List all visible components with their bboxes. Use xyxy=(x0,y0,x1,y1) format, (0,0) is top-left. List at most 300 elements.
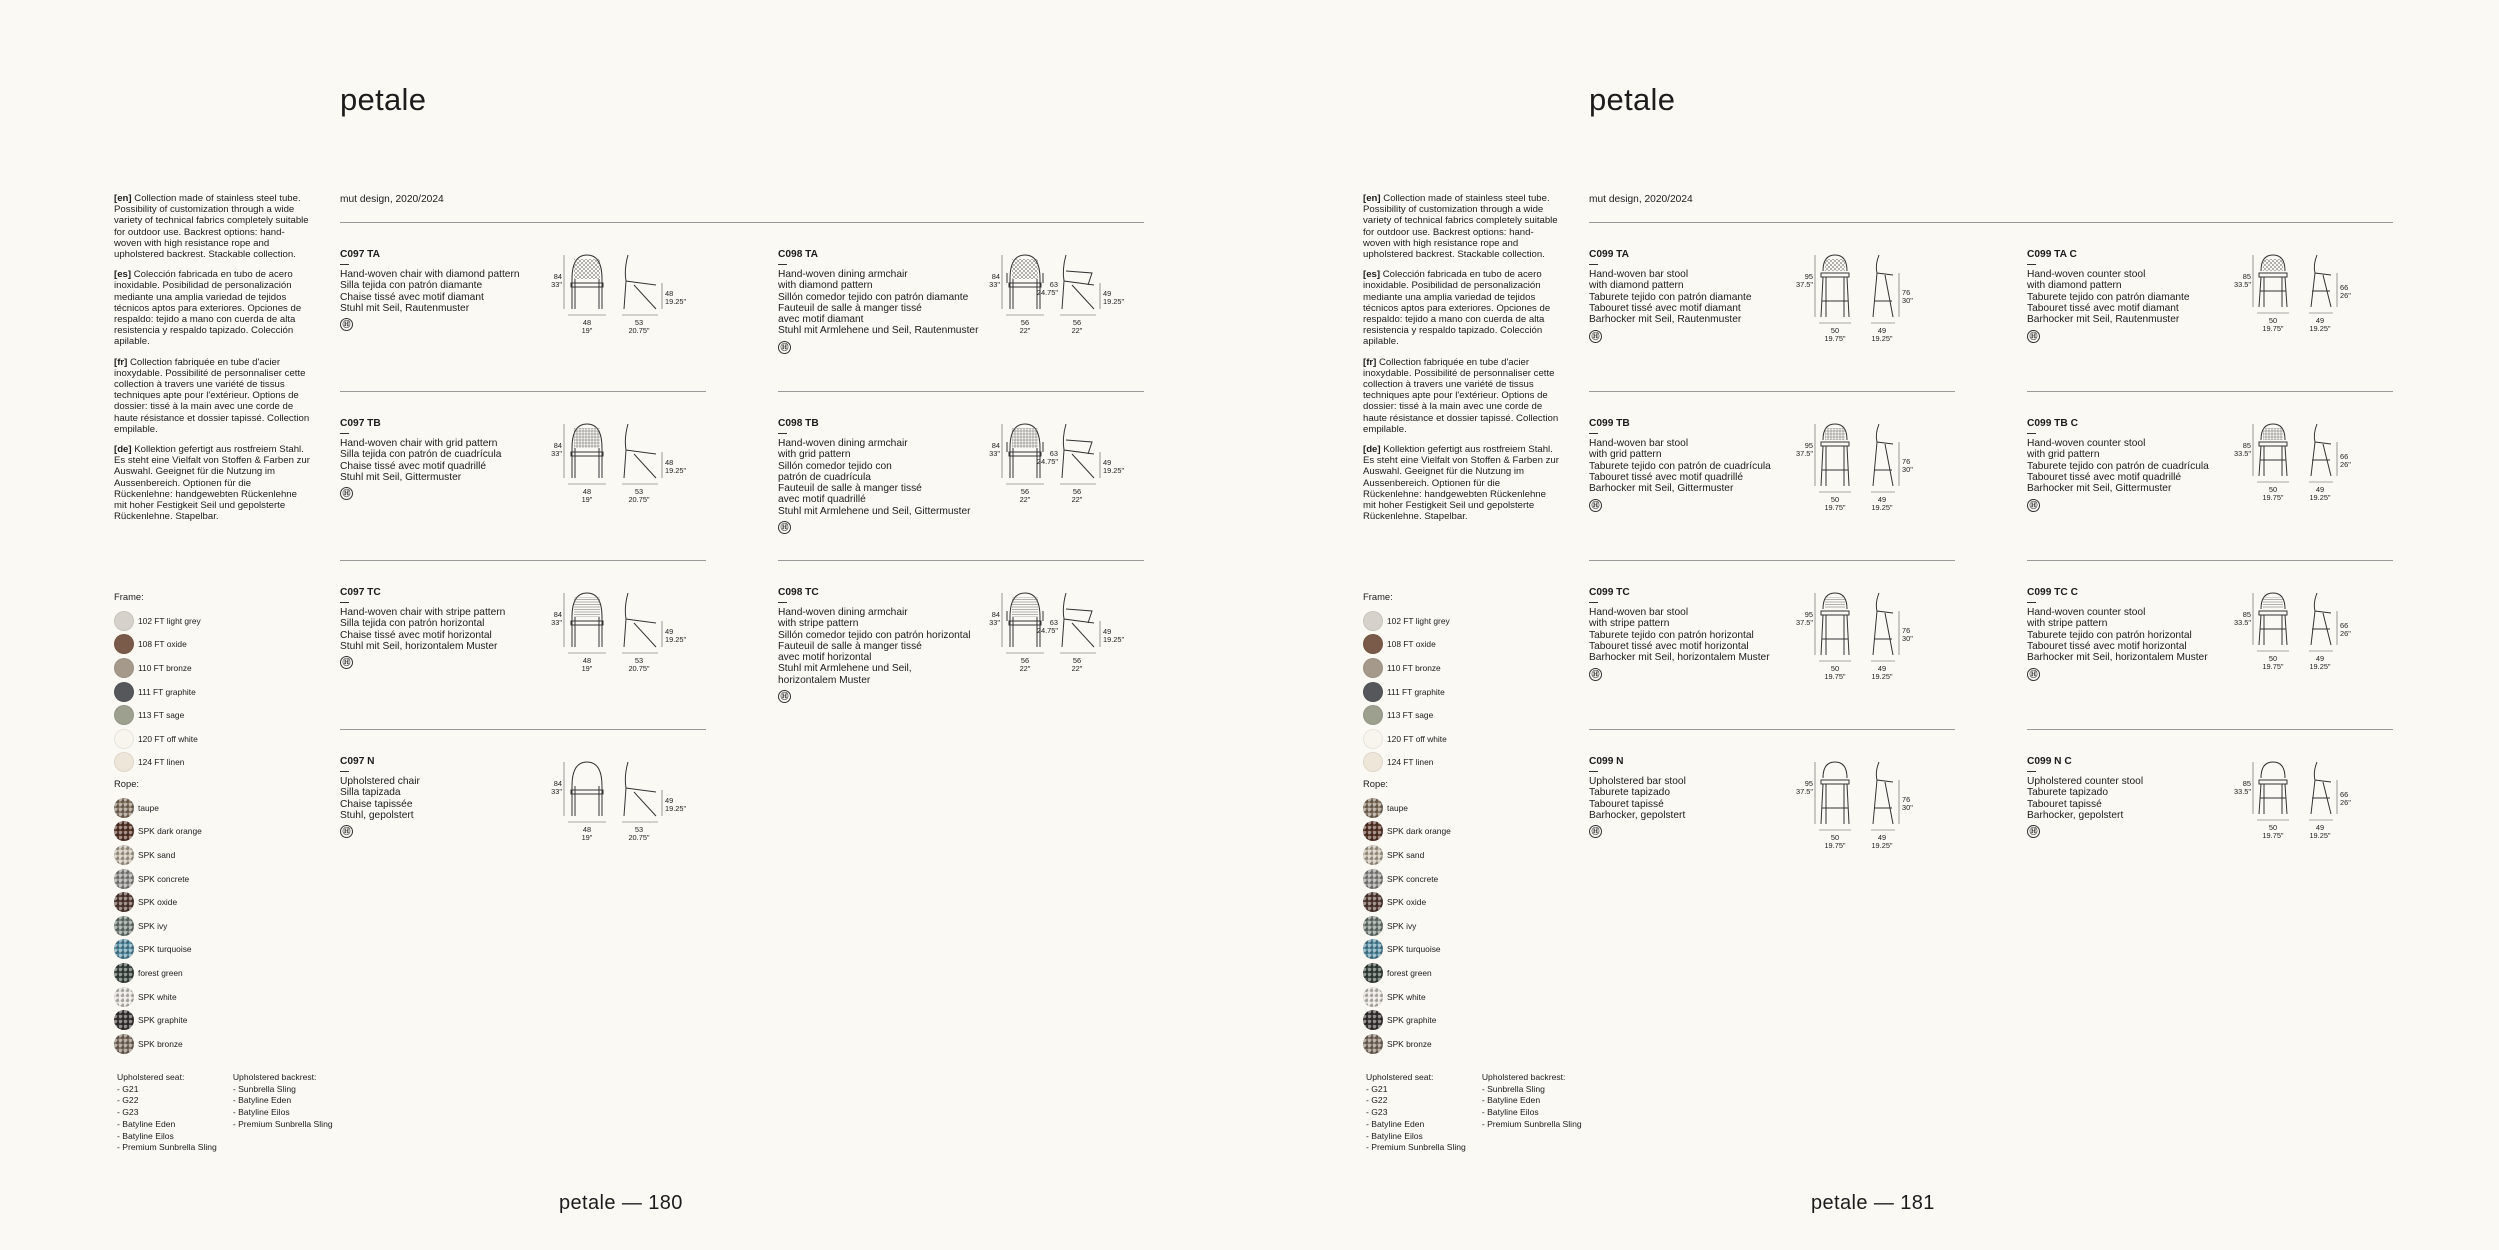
backrest-pattern xyxy=(574,428,600,448)
page-number: petale — 181 xyxy=(1811,1192,1935,1214)
seat-outline xyxy=(1009,452,1041,456)
description-line: Upholstered counter stool xyxy=(2027,776,2144,787)
description-line: Hand-woven bar stool xyxy=(1589,607,1689,618)
description-line: avec motif horizontal xyxy=(778,652,872,664)
dimension-label: 20.75" xyxy=(628,495,650,504)
product-drawing-box xyxy=(1795,420,1955,512)
description-line: avec motif diamant xyxy=(778,314,864,326)
language-tag: [de] xyxy=(114,444,132,456)
rope-swatch-label: SPK white xyxy=(138,991,177,1002)
dimension-label: 19.25" xyxy=(1103,466,1125,475)
dimension-label: 37.5" xyxy=(1795,787,1813,796)
dimension-label: 22" xyxy=(1019,495,1031,504)
upholstery-options xyxy=(1366,1072,1582,1154)
dimension-label: 19.25" xyxy=(1103,635,1125,644)
frame-swatch xyxy=(1363,609,1450,633)
frame-swatch xyxy=(1363,633,1450,657)
product-line-drawing xyxy=(1795,589,1955,681)
product-line-drawing xyxy=(551,758,706,848)
dimension-label: 24.75" xyxy=(1036,457,1058,466)
dimension-label: 19.25" xyxy=(1871,672,1893,681)
dimension-label: 30" xyxy=(1902,634,1913,643)
outdoor-icon: Ⓗ xyxy=(2027,499,2040,512)
product-description xyxy=(1589,269,1789,325)
language-tag: [fr] xyxy=(114,356,128,368)
frame-heading: Frame: xyxy=(114,591,144,602)
product-dash xyxy=(340,264,349,265)
product-line-drawing xyxy=(2233,758,2393,848)
product-description xyxy=(2027,776,2227,821)
dimension-label: 66 xyxy=(2340,452,2349,461)
description-line: avec motif quadrillé xyxy=(778,494,866,506)
pattern-line xyxy=(2287,259,2299,271)
description-line: Taburete tejido con patrón diamante xyxy=(2027,291,2190,303)
product-line-drawing xyxy=(1795,251,1955,343)
upholstered-backrest-item: - Batyline Eden xyxy=(232,1095,292,1106)
product-code: C099 N xyxy=(1589,756,1624,767)
frame-color-dot xyxy=(114,682,134,702)
product-drawing xyxy=(571,762,656,816)
frame-swatch xyxy=(114,727,201,751)
upholstered-seat-item: - Batyline Eilos xyxy=(117,1130,174,1141)
pattern-line xyxy=(1048,259,1068,279)
dimension-label: 56 xyxy=(1020,318,1030,327)
product-line-drawing xyxy=(989,251,1144,341)
dimension-label: 95 xyxy=(1804,272,1813,281)
page-title: petale xyxy=(340,82,427,117)
backrest-pattern xyxy=(574,597,600,617)
dimension-label: 19.75" xyxy=(2262,662,2284,671)
description-line: Upholstered chair xyxy=(340,776,420,787)
rope-swatch-label: SPK graphite xyxy=(1387,1015,1437,1026)
dimension-label: 19.25" xyxy=(665,804,687,813)
collection-description xyxy=(1363,193,1559,531)
pattern-line xyxy=(1861,259,1873,271)
upholstered-seat-item: - G23 xyxy=(117,1107,139,1118)
description-line: Fauteuil de salle à manger tissé xyxy=(778,640,922,652)
rope-swatch-label: SPK bronze xyxy=(138,1038,183,1049)
description-line: Tabouret tissé avec motif diamant xyxy=(2027,302,2179,314)
dimension-label: 19.25" xyxy=(2309,831,2331,840)
product-card xyxy=(778,560,1144,702)
dimension-label: 19.25" xyxy=(1103,297,1125,306)
product-description xyxy=(340,438,540,483)
frame-color-dot xyxy=(1363,634,1383,654)
product-drawing-box xyxy=(989,420,1144,510)
side-profile xyxy=(1873,593,1893,655)
description-line: Hand-woven bar stool xyxy=(1589,438,1689,449)
frame-swatch xyxy=(114,656,201,680)
frame-finishes xyxy=(1363,591,1450,774)
product-drawing-box xyxy=(551,758,706,848)
description-fr xyxy=(1363,357,1559,435)
product-drawing xyxy=(1821,424,1893,486)
dimension-label: 26" xyxy=(2340,460,2351,469)
outdoor-icon: Ⓗ xyxy=(1589,668,1602,681)
front-leg xyxy=(1821,446,1823,486)
pattern-line xyxy=(2287,259,2299,271)
upholstered-seat-column xyxy=(1366,1072,1466,1154)
upholstered-seat-column xyxy=(117,1072,217,1154)
description-line: Silla tejida con patrón de cuadrícula xyxy=(340,449,502,461)
product-code: C098 TA xyxy=(778,249,819,260)
side-profile xyxy=(2311,424,2331,476)
frame-color-dot xyxy=(114,752,134,772)
frame-swatch-label: 120 FT off white xyxy=(1387,733,1447,744)
seat-outline xyxy=(571,621,603,625)
left-page xyxy=(0,0,1249,1250)
description-line: Barhocker, gepolstert xyxy=(1589,809,1686,821)
product-description xyxy=(1589,776,1789,821)
description-line: Taburete tapizado xyxy=(2027,787,2108,799)
rope-swatch xyxy=(114,938,202,962)
dimension-label: 50 xyxy=(1830,326,1840,335)
rope-swatch-label: SPK sand xyxy=(138,849,176,860)
product-drawing-box xyxy=(1795,251,1955,343)
dimension-label: 48 xyxy=(582,318,592,327)
product-card xyxy=(1589,222,1955,342)
description-text: Colección fabricada en tubo de acero inoxidable. Posibilidad de personalización mediante una amplia variedad de tejidos técnicos aptos para exteriores. Opciones de respaldo: tejido a mano con cuerda de alta resistencia y respaldo tapizado. Colección apilable. xyxy=(1363,269,1551,348)
dimension-label: 49 xyxy=(1877,326,1887,335)
backrest-outline xyxy=(2261,424,2285,440)
dimension-label: 49 xyxy=(2315,316,2325,325)
frame-swatch-label: 108 FT oxide xyxy=(138,639,187,650)
outdoor-icon: Ⓗ xyxy=(340,487,353,500)
upholstered-backrest-item: - Batyline Eilos xyxy=(232,1107,290,1118)
dimension-label: 19.75" xyxy=(2262,324,2284,333)
rope-swatch xyxy=(114,820,202,844)
product-drawing xyxy=(1821,762,1893,824)
product-line-drawing xyxy=(1795,420,1955,512)
product-drawing-box xyxy=(989,251,1144,341)
rope-color-dot xyxy=(114,963,134,983)
rope-color-dot xyxy=(1363,1010,1383,1030)
dimension-label: 63 xyxy=(1049,449,1058,458)
designer-credit: mut design, 2020/2024 xyxy=(1589,194,1693,205)
rope-finishes xyxy=(1363,778,1451,1056)
rope-swatch-label: SPK turquoise xyxy=(138,944,192,955)
front-leg xyxy=(1821,784,1823,824)
description-line: Hand-woven counter stool xyxy=(2027,438,2146,449)
product-dash xyxy=(1589,602,1598,603)
description-line: with grid pattern xyxy=(778,449,851,461)
seat-outline xyxy=(571,790,603,794)
description-line: Tabouret tissé avec motif horizontal xyxy=(1589,640,1749,652)
dimension-label: 33" xyxy=(989,449,1000,458)
description-line: patrón de cuadrícula xyxy=(778,471,871,483)
backrest-outline xyxy=(572,424,602,448)
backrest-pattern xyxy=(992,259,1068,279)
rope-color-dot xyxy=(1363,798,1383,818)
rope-swatch xyxy=(1363,938,1451,962)
upholstered-backrest-item: - Batyline Eilos xyxy=(1481,1107,1539,1118)
description-fr xyxy=(114,357,310,435)
collection-description xyxy=(114,193,310,531)
backrest-outline xyxy=(1823,424,1847,440)
frame-color-dot xyxy=(114,611,134,631)
product-dash xyxy=(2027,264,2036,265)
pattern-line xyxy=(1048,259,1068,279)
rope-color-dot xyxy=(1363,987,1383,1007)
frame-swatch-label: 110 FT bronze xyxy=(138,662,192,673)
language-tag: [fr] xyxy=(1363,356,1377,368)
description-line: Taburete tejido con patrón de cuadrícula xyxy=(2027,460,2209,472)
dimension-label: 49 xyxy=(1103,458,1112,467)
pattern-line xyxy=(2295,259,2307,271)
description-line: Hand-woven dining armchair xyxy=(778,438,908,449)
product-description xyxy=(1589,438,1789,494)
seat-outline xyxy=(1009,621,1041,625)
frame-swatch-label: 110 FT bronze xyxy=(1387,662,1441,673)
language-tag: [es] xyxy=(1363,269,1381,281)
product-description xyxy=(340,776,540,821)
product-drawing xyxy=(2259,424,2331,476)
dimension-label: 63 xyxy=(1049,280,1058,289)
frame-color-dot xyxy=(1363,729,1383,749)
description-text: Collection made of stainless steel tube. Possibility of customization through a wide variety of technical fabrics completely suitable for outdoor use. Backrest options: hand-woven with high resistance rope and upholstered backrest. Stackable collection. xyxy=(1363,193,1558,261)
dimension-label: 76 xyxy=(1902,626,1911,635)
backrest-pattern xyxy=(1825,597,1845,607)
rope-swatch-label: taupe xyxy=(138,802,159,813)
dimension-label: 76 xyxy=(1902,457,1911,466)
description-es xyxy=(1363,269,1559,347)
description-line: Tabouret tissé avec motif horizontal xyxy=(2027,640,2187,652)
upholstered-backrest-item: - Sunbrella Sling xyxy=(1481,1083,1545,1094)
upholstered-backrest-column xyxy=(233,1072,333,1154)
description-en xyxy=(114,193,310,260)
backrest-outline xyxy=(1010,424,1040,448)
upholstered-seat-item: - Batyline Eden xyxy=(117,1118,176,1129)
page-title: petale xyxy=(1589,82,1676,117)
product-dash xyxy=(340,771,349,772)
description-text: Collection fabriquée en tube d'acier inoxydable. Possibilité de personnaliser cette collection à travers une variété de tissus techniques apte pour l'extérieur. Options de dossier: tissé à la main avec une corde de haute résistance et dossier tapissé. Collection empilable. xyxy=(1363,356,1559,435)
dimension-label: 49 xyxy=(1877,833,1887,842)
product-card xyxy=(340,222,706,342)
pattern-line xyxy=(1044,259,1064,279)
pattern-line xyxy=(602,259,622,279)
front-leg xyxy=(1847,277,1849,317)
dimension-label: 50 xyxy=(2268,316,2278,325)
backrest-outline xyxy=(572,593,602,617)
pattern-line xyxy=(2291,259,2303,271)
product-card xyxy=(2027,391,2393,511)
dimension-label: 19.75" xyxy=(2262,493,2284,502)
product-code: C097 TB xyxy=(340,418,381,429)
description-line: horizontalem Muster xyxy=(778,674,871,686)
dimension-label: 19.75" xyxy=(2262,831,2284,840)
description-line: Stuhl mit Seil, Gittermuster xyxy=(340,471,462,483)
description-line: Tabouret tissé avec motif quadrillé xyxy=(2027,471,2182,483)
product-line-drawing xyxy=(2233,251,2393,341)
product-drawing xyxy=(2259,593,2331,645)
frame-swatch-label: 102 FT light grey xyxy=(138,615,201,626)
description-line: with diamond pattern xyxy=(778,280,873,292)
description-line: Barhocker mit Seil, Rautenmuster xyxy=(2027,314,2180,326)
product-card xyxy=(340,391,706,511)
rope-swatch-label: SPK ivy xyxy=(138,920,168,931)
upholstered-seat-item: - Batyline Eden xyxy=(1366,1118,1425,1129)
upholstered-seat-item: - G22 xyxy=(1366,1095,1388,1106)
seat-outline xyxy=(1821,442,1849,446)
upholstered-backrest-item: - Sunbrella Sling xyxy=(232,1083,296,1094)
dimension-label: 20.75" xyxy=(628,326,650,335)
dimension-label: 84 xyxy=(991,272,1000,281)
seat-outline xyxy=(571,283,603,287)
outdoor-icon: Ⓗ xyxy=(2027,668,2040,681)
front-leg xyxy=(1847,615,1849,655)
dimension-label: 30" xyxy=(1902,296,1913,305)
dimension-label: 19" xyxy=(581,495,593,504)
dimension-label: 50 xyxy=(2268,654,2278,663)
dimension-label: 26" xyxy=(2340,798,2351,807)
dimension-label: 26" xyxy=(2340,291,2351,300)
product-card xyxy=(778,391,1144,533)
description-line: Sillón comedor tejido con xyxy=(778,460,892,472)
dimension-label: 33" xyxy=(989,618,1000,627)
description-line: Stuhl mit Seil, horizontalem Muster xyxy=(340,640,498,652)
description-line: Hand-woven counter stool xyxy=(2027,269,2146,280)
dimension-label: 19" xyxy=(581,833,593,842)
frame-swatch-label: 113 FT sage xyxy=(138,710,185,721)
dimension-label: 19" xyxy=(581,664,593,673)
dimension-label: 37.5" xyxy=(1795,449,1813,458)
description-line: Barhocker mit Seil, Gittermuster xyxy=(2027,483,2172,495)
dimension-label: 95 xyxy=(1804,779,1813,788)
side-profile xyxy=(1873,424,1893,486)
product-drawing-box xyxy=(989,589,1144,679)
dimension-label: 49 xyxy=(1103,627,1112,636)
dimension-label: 24.75" xyxy=(1036,288,1058,297)
product-code: C099 TC C xyxy=(2027,587,2078,598)
backrest-outline xyxy=(1010,593,1040,617)
description-line: Fauteuil de salle à manger tissé xyxy=(778,302,922,314)
frame-swatch xyxy=(1363,727,1450,751)
dimension-label: 49 xyxy=(665,796,674,805)
rope-swatch xyxy=(1363,914,1451,938)
rope-swatch-label: SPK ivy xyxy=(1387,920,1417,931)
description-line: Barhocker mit Seil, horizontalem Muster xyxy=(1589,652,1770,664)
dimension-label: 76 xyxy=(1902,288,1911,297)
description-line: Barhocker mit Seil, horizontalem Muster xyxy=(2027,652,2208,664)
product-drawing-box xyxy=(2233,420,2393,510)
rope-swatch xyxy=(1363,843,1451,867)
language-tag: [de] xyxy=(1363,444,1381,456)
product-card xyxy=(778,222,1144,352)
upholstered-seat-item: - G23 xyxy=(1366,1107,1388,1118)
product-card xyxy=(1589,729,1955,849)
description-line: Sillón comedor tejido con patrón horizontal xyxy=(778,629,971,641)
dimension-label: 49 xyxy=(2315,485,2325,494)
seat-outline xyxy=(1009,283,1041,287)
product-card xyxy=(1589,560,1955,680)
product-drawing xyxy=(1805,255,1893,317)
description-line: with diamond pattern xyxy=(1589,280,1684,292)
dimension-label: 56 xyxy=(1020,487,1030,496)
dimension-label: 48 xyxy=(665,458,674,467)
rope-color-dot xyxy=(114,798,134,818)
dimension-label: 19.75" xyxy=(1824,841,1846,850)
language-tag: [en] xyxy=(114,193,132,204)
description-text: Collection made of stainless steel tube. Possibility of customization through a wide variety of technical fabrics completely suitable for outdoor use. Backrest options: hand-woven with high resistance rope and upholstered backrest. Stackable collection. xyxy=(114,193,309,261)
backrest-pattern xyxy=(2263,597,2283,607)
rope-heading: Rope: xyxy=(1363,778,1389,789)
dimension-label: 66 xyxy=(2340,283,2349,292)
product-line-drawing xyxy=(2233,589,2393,679)
rope-swatch xyxy=(114,1032,202,1056)
product-drawing xyxy=(571,424,656,478)
product-card xyxy=(2027,222,2393,342)
dimension-label: 85 xyxy=(2242,272,2251,281)
product-code: C097 TC xyxy=(340,587,381,598)
rope-swatch-label: SPK graphite xyxy=(138,1015,188,1026)
product-card xyxy=(2027,729,2393,849)
front-leg xyxy=(1821,277,1823,317)
product-dash xyxy=(1589,264,1598,265)
pattern-line xyxy=(1857,259,1869,271)
side-profile xyxy=(2311,255,2331,307)
frame-swatch-label: 113 FT sage xyxy=(1387,710,1434,721)
dimension-label: 48 xyxy=(582,825,592,834)
rope-swatch xyxy=(114,890,202,914)
description-line: with diamond pattern xyxy=(2027,280,2122,292)
product-dash xyxy=(2027,433,2036,434)
product-drawing-box xyxy=(2233,758,2393,848)
frame-color-dot xyxy=(1363,752,1383,772)
description-de xyxy=(1363,444,1559,522)
dimension-label: 49 xyxy=(1877,664,1887,673)
dimension-label: 84 xyxy=(991,610,1000,619)
rope-swatch xyxy=(1363,961,1451,985)
dimension-label: 26" xyxy=(2340,629,2351,638)
product-dash xyxy=(1589,433,1598,434)
dimension-label: 49 xyxy=(665,627,674,636)
front-leg xyxy=(1847,446,1849,486)
dimension-label: 48 xyxy=(582,487,592,496)
dimension-label: 33.5" xyxy=(2233,280,2251,289)
dimension-label: 22" xyxy=(1019,664,1031,673)
description-line: Tabouret tissé avec motif diamant xyxy=(1589,302,1741,314)
rope-swatch-label: forest green xyxy=(1387,967,1432,978)
rope-color-dot xyxy=(114,987,134,1007)
rope-swatch xyxy=(114,843,202,867)
dimension-label: 50 xyxy=(1830,664,1840,673)
frame-swatch-label: 108 FT oxide xyxy=(1387,639,1436,650)
product-drawing xyxy=(992,255,1094,309)
description-line: Stuhl mit Armlehene und Seil, Gittermuster xyxy=(778,505,971,517)
rope-swatch-label: SPK oxide xyxy=(1387,897,1427,908)
rope-swatch xyxy=(114,985,202,1009)
description-line: Chaise tissé avec motif diamant xyxy=(340,291,484,303)
dimension-label: 19.25" xyxy=(665,635,687,644)
description-line: Barhocker mit Seil, Gittermuster xyxy=(1589,483,1734,495)
rope-swatch xyxy=(114,1008,202,1032)
dimension-label: 19.25" xyxy=(2309,493,2331,502)
description-line: Hand-woven bar stool xyxy=(1589,269,1689,280)
upholstered-seat-item: - G21 xyxy=(1366,1083,1388,1094)
upholstered-backrest-item: - Batyline Eden xyxy=(1481,1095,1541,1106)
dimension-label: 48 xyxy=(665,289,674,298)
description-text: Kollektion gefertigt aus rostfreiem Stahl. Es steht eine Vielfalt von Stoffen & Farben zur Auswahl. Geeignet für die Nutzung im Aussenbereich. Optionen für die Rückenlehne: handgewebten Rückenlehne mit hoher Festigkeit Seil und gepolsterte Rückenlehne. Stapelbar. xyxy=(114,444,310,523)
description-line: Chaise tapissée xyxy=(340,798,413,810)
rope-color-dot xyxy=(114,916,134,936)
rope-color-dot xyxy=(114,1034,134,1054)
outdoor-icon: Ⓗ xyxy=(1589,825,1602,838)
frame-swatch xyxy=(114,703,201,727)
product-card xyxy=(1589,391,1955,511)
rope-color-dot xyxy=(114,845,134,865)
upholstered-seat-heading: Upholstered seat: xyxy=(1366,1072,1434,1082)
dimension-label: 22" xyxy=(1019,326,1031,335)
